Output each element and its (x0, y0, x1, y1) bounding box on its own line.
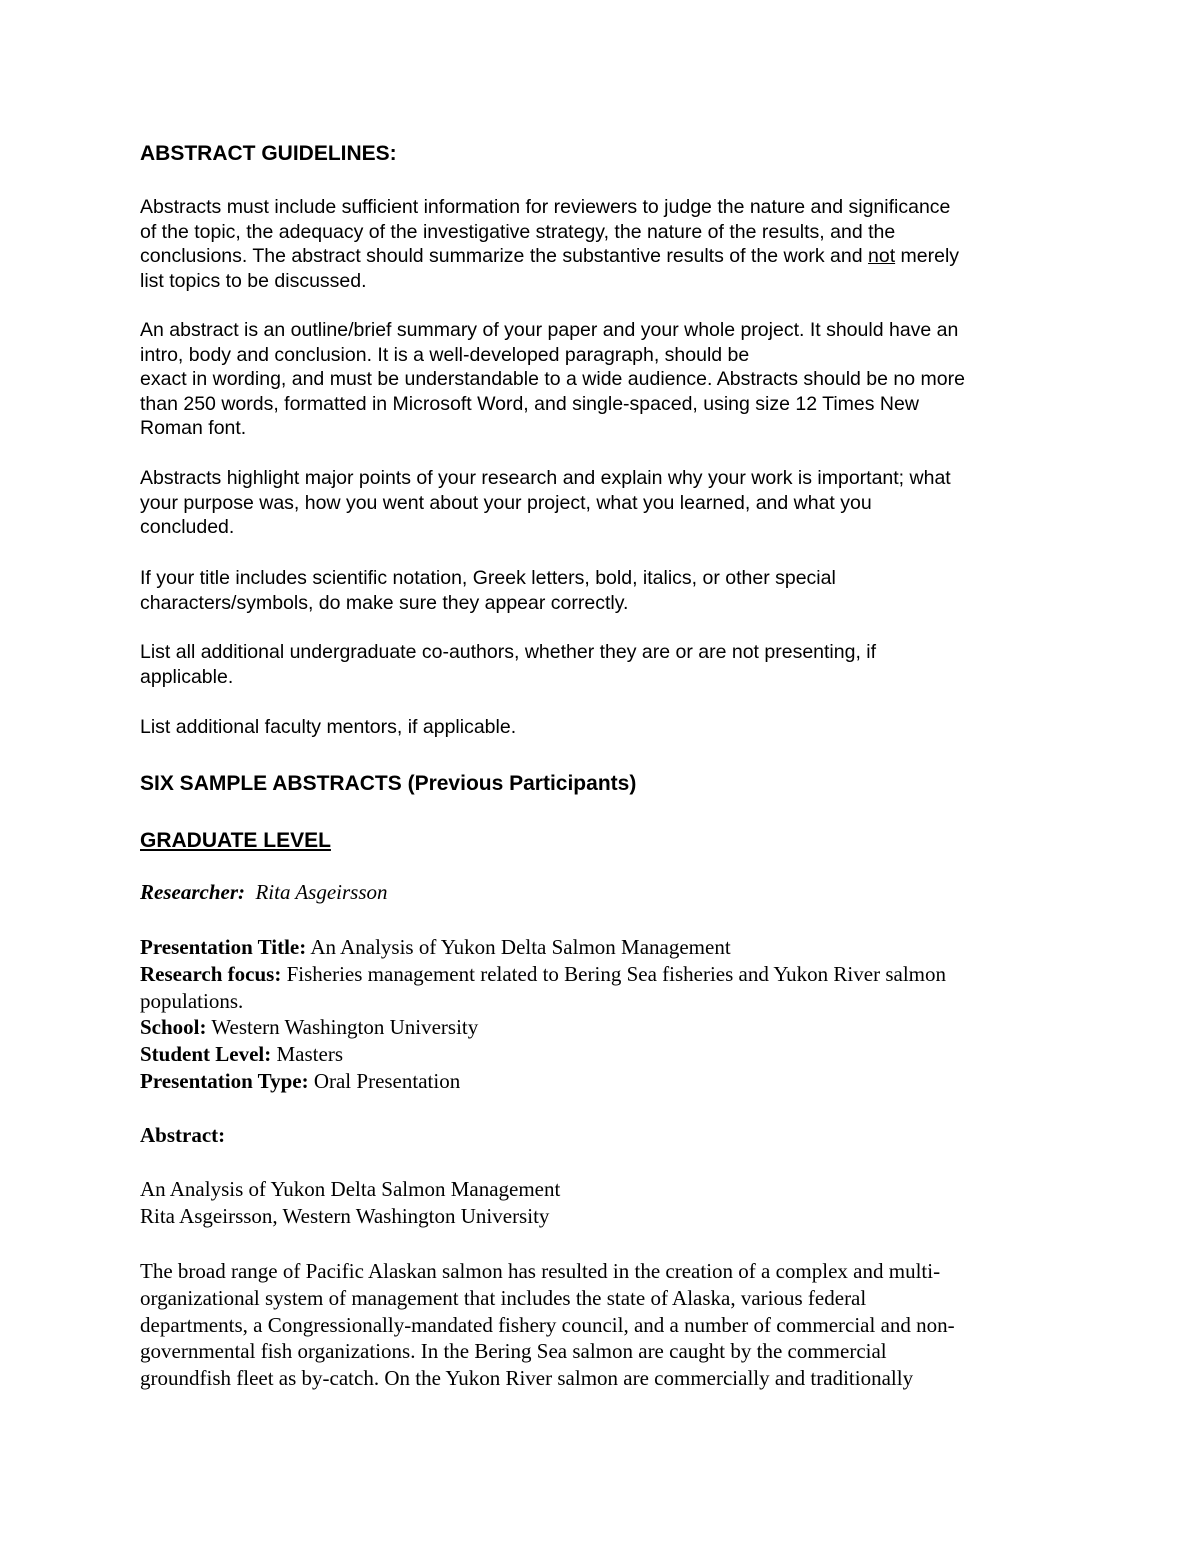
paragraph-line: An abstract is an outline/brief summary of your paper and your whole project. It should have an (140, 319, 959, 341)
guidelines-heading (140, 142, 1070, 167)
detail-label: Research focus: (140, 961, 282, 986)
detail-row-focus-continued: populations. (140, 988, 244, 1013)
abstract-body-line: governmental fish organizations. In the Bering Sea salmon are caught by the commercial (140, 1339, 887, 1364)
detail-value: Oral Presentation (308, 1068, 461, 1093)
abstract-body-line: The broad range of Pacific Alaskan salmon has resulted in the creation of a complex and multi- (140, 1259, 941, 1283)
detail-label: School: (140, 1015, 207, 1040)
guidelines-heading-text: ABSTRACT GUIDELINES: (140, 142, 397, 165)
paragraph-line: Abstracts highlight major points of your research and explain why your work is important; what (140, 467, 951, 489)
paragraph-line: concluded. (140, 516, 235, 539)
level-heading-text: GRADUATE LEVEL (140, 829, 331, 852)
guidelines-paragraph-6 (140, 715, 1070, 740)
paragraph-line: Roman font. (140, 417, 247, 440)
detail-row-focus (140, 961, 1070, 988)
abstract-byline: Rita Asgeirsson, Western Washington University (140, 1203, 550, 1228)
abstract-body-line: departments, a Congressionally-mandated fishery council, and a number of commercial and non- (140, 1312, 955, 1337)
detail-row-type (140, 1068, 1070, 1095)
detail-label: Student Level: (140, 1042, 272, 1067)
guidelines-paragraph-3 (140, 466, 1070, 540)
guidelines-paragraph-5 (140, 640, 1070, 689)
detail-row-title (140, 934, 1070, 961)
paragraph-line: your purpose was, how you went about your project, what you learned, and what you (140, 491, 872, 514)
paragraph-line (140, 244, 1070, 269)
paragraph-line: List additional faculty mentors, if applicable. (140, 716, 517, 738)
abstract-label-text: Abstract: (140, 1123, 226, 1147)
guidelines-paragraph-1 (140, 195, 1070, 293)
abstract-body-line: organizational system of management that includes the state of Alaska, various federal (140, 1285, 867, 1310)
paragraph-line: characters/symbols, do make sure they appear correctly. (140, 591, 629, 614)
detail-row-school (140, 1014, 1070, 1041)
paragraph-line: Abstracts must include sufficient information for reviewers to judge the nature and significance (140, 196, 951, 218)
abstract-title: An Analysis of Yukon Delta Salmon Management (140, 1177, 561, 1201)
level-heading (140, 829, 1070, 854)
detail-row-level (140, 1041, 1070, 1068)
paragraph-line: intro, body and conclusion. It is a well-developed paragraph, should be (140, 343, 750, 366)
samples-heading-text: SIX SAMPLE ABSTRACTS (Previous Participants) (140, 772, 637, 795)
detail-value: Masters (271, 1042, 343, 1067)
detail-label: Presentation Type: (140, 1068, 309, 1093)
paragraph-line: than 250 words, formatted in Microsoft Word, and single-spaced, using size 12 Times New (140, 392, 919, 415)
abstract-label (140, 1122, 1070, 1149)
paragraph-line: If your title includes scientific notation, Greek letters, bold, italics, or other special (140, 567, 836, 589)
paragraph-line: exact in wording, and must be understandable to a wide audience. Abstracts should be no more (140, 368, 965, 391)
paragraph-text: merely (895, 245, 960, 268)
guidelines-paragraph-2 (140, 318, 1070, 441)
paragraph-line: list topics to be discussed. (140, 269, 367, 292)
researcher-line (140, 879, 1070, 906)
abstract-header (140, 1176, 1070, 1230)
presentation-details (140, 934, 1070, 1095)
paragraph-line: of the topic, the adequacy of the investigative strategy, the nature of the results, and the (140, 220, 896, 243)
guidelines-paragraph-4 (140, 566, 1070, 615)
paragraph-line: applicable. (140, 665, 234, 688)
researcher-name: Rita Asgeirsson (255, 880, 388, 904)
abstract-body (140, 1258, 1070, 1392)
detail-value: Fisheries management related to Bering Sea fisheries and Yukon River salmon (281, 961, 946, 986)
paragraph-text: conclusions. The abstract should summarize the substantive results of the work and (140, 245, 869, 268)
paragraph-line: List all additional undergraduate co-authors, whether they are or are not presenting, if (140, 641, 877, 663)
detail-value: Western Washington University (206, 1015, 479, 1040)
abstract-body-line: groundfish fleet as by-catch. On the Yukon River salmon are commercially and traditionally (140, 1366, 914, 1391)
detail-value: An Analysis of Yukon Delta Salmon Management (306, 935, 731, 959)
samples-heading (140, 772, 1070, 797)
underlined-emphasis: not (868, 245, 896, 268)
detail-label: Presentation Title: (140, 935, 307, 959)
researcher-label: Researcher: (140, 880, 245, 904)
